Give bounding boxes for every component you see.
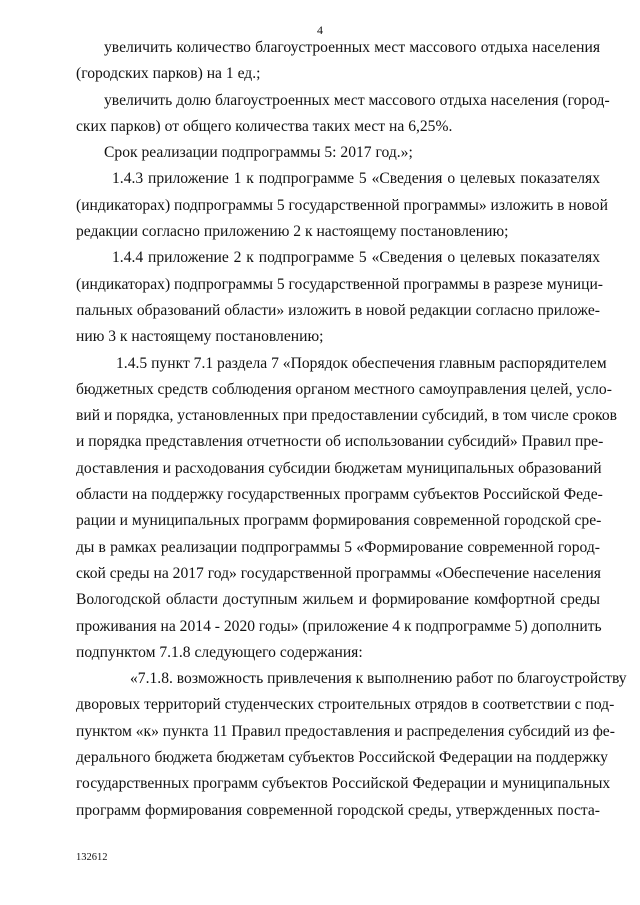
text-line: рации и муниципальных программ формирования современной городской сре- — [76, 512, 602, 530]
document-code: 132612 — [76, 852, 108, 863]
text-line: государственных программ субъектов Российской Федерации и муниципальных — [76, 775, 611, 793]
text-line: Срок реализации подпрограммы 5: 2017 год.»; — [104, 144, 413, 162]
text-line: 1.4.5 пункт 7.1 раздела 7 «Порядок обеспечения главным распорядителем — [116, 354, 607, 372]
text-line: (индикаторах) подпрограммы 5 государственной программы в разрезе муници- — [76, 275, 603, 293]
text-line: ды в рамках реализации подпрограммы 5 «Формирование современной город- — [76, 538, 600, 556]
text-line: области на поддержку государственных программ субъектов Российской Феде- — [76, 486, 603, 504]
text-line: вий и порядка, установленных при предоставлении субсидий, в том числе сроков — [76, 407, 618, 425]
text-line: (городских парков) на 1 ед.; — [76, 65, 261, 83]
text-line: ских парков) от общего количества таких мест на 6,25%. — [76, 117, 453, 135]
text-line: пунктом «к» пункта 11 Правил предоставления и распределения субсидий из фе- — [76, 722, 615, 740]
text-line: увеличить количество благоустроенных мест массового отдыха населения — [104, 39, 600, 56]
text-line: пальных образований области» изложить в новой редакции согласно приложе- — [76, 301, 600, 319]
text-line: дерального бюджета бюджетам субъектов Российской Федерации на поддержку — [76, 749, 608, 767]
text-line: (индикаторах) подпрограммы 5 государственной программы» изложить в новой — [76, 196, 608, 214]
text-line: бюджетных средств соблюдения органом местного самоуправления целей, усло- — [76, 380, 612, 398]
text-line: редакции согласно приложению 2 к настоящему постановлению; — [76, 223, 509, 241]
text-line: доставления и расходования субсидии бюджетам муниципальных образований — [76, 459, 602, 477]
text-line: Вологодской области доступным жильем и формирование комфортной среды — [76, 591, 600, 609]
text-line: 1.4.4 приложение 2 к подпрограмме 5 «Сведения о целевых показателях — [112, 249, 600, 267]
text-line: проживания на 2014 - 2020 годы» (приложение 4 к подпрограмме 5) дополнить — [76, 617, 602, 635]
text-line: подпунктом 7.1.8 следующего содержания: — [76, 643, 363, 661]
text-line: ской среды на 2017 год» государственной программы «Обеспечение населения — [76, 564, 601, 582]
text-line: «7.1.8. возможность привлечения к выполнению работ по благоустройству — [130, 670, 627, 688]
page-number: 4 — [317, 23, 323, 37]
text-line: нию 3 к настоящему постановлению; — [76, 328, 324, 346]
document-body — [76, 35, 627, 824]
text-line: увеличить долю благоустроенных мест массового отдыха населения (город- — [104, 91, 610, 109]
text-line: и порядка представления отчетности об использовании субсидий» Правил пре- — [76, 433, 604, 451]
text-line: 1.4.3 приложение 1 к подпрограмме 5 «Сведения о целевых показателях — [112, 170, 600, 188]
text-line: программ формирования современной городской среды, утвержденных поста- — [76, 801, 600, 819]
text-line: дворовых территорий студенческих строительных отрядов в соответствии с под- — [76, 696, 615, 714]
